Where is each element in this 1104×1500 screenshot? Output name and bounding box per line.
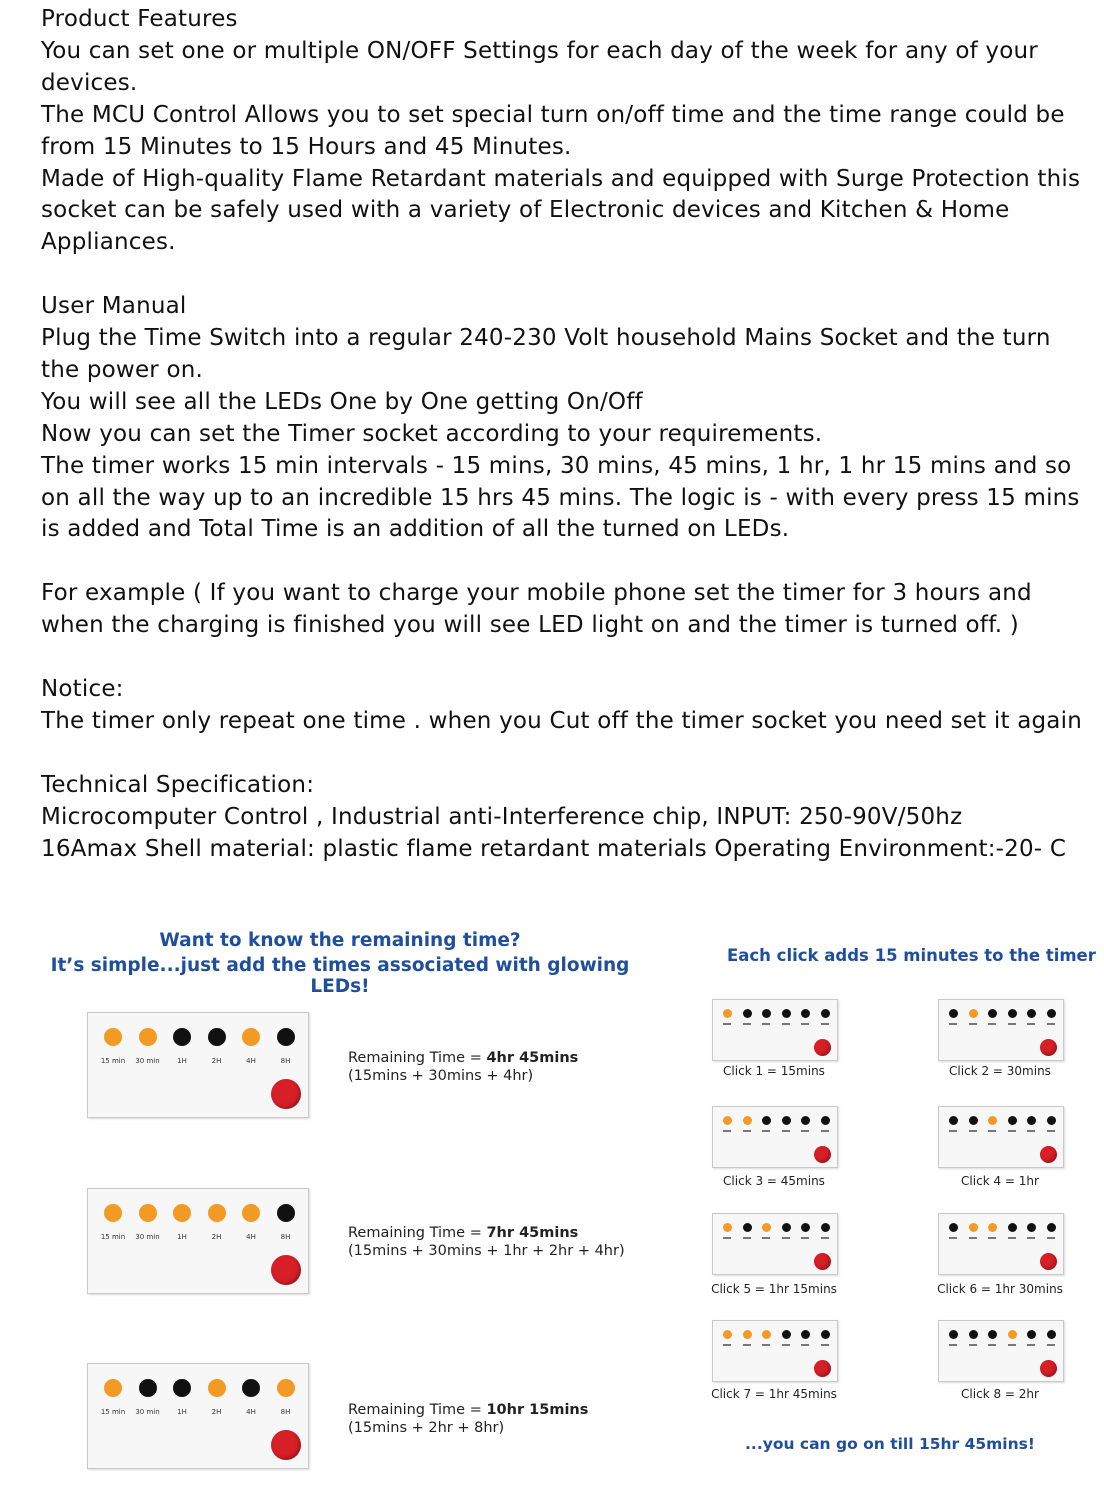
led-off xyxy=(1008,1223,1017,1232)
click-panel xyxy=(712,1106,838,1168)
led-label: 30 min xyxy=(135,1408,160,1416)
led-on xyxy=(104,1379,122,1397)
led-off xyxy=(801,1223,810,1232)
led-on xyxy=(723,1116,732,1125)
led-on xyxy=(969,1223,978,1232)
led-on xyxy=(988,1223,997,1232)
click-panel xyxy=(712,1320,838,1382)
led-tick xyxy=(1027,1023,1035,1025)
led-off xyxy=(1027,1330,1036,1339)
manual-line: The timer works 15 min intervals - 15 mins, 30 mins, 45 mins, 1 hr, 1 hr 15 mins and so on all the way up to an incredible 15 hrs 45 mins. The logic is - with every press 15 mins is added and Total Time is an addition of all the turned on LEDs. xyxy=(41,452,1080,543)
led-tick xyxy=(1027,1130,1035,1132)
led-tick xyxy=(762,1130,770,1132)
led-tick xyxy=(1027,1237,1035,1239)
led-off xyxy=(782,1330,791,1339)
led-off xyxy=(1008,1009,1017,1018)
remaining-time-detail: (15mins + 30mins + 4hr) xyxy=(348,1068,534,1084)
remaining-time-label: Remaining Time = xyxy=(348,1225,487,1241)
led-off xyxy=(969,1116,978,1125)
led-tick xyxy=(743,1344,751,1346)
led-label: 2H xyxy=(211,1057,222,1065)
led-tick xyxy=(723,1023,731,1025)
remaining-time-label: Remaining Time = xyxy=(348,1402,487,1418)
led-off xyxy=(801,1009,810,1018)
led-tick xyxy=(1047,1130,1055,1132)
manual-title: User Manual xyxy=(41,293,187,320)
features-line: You can set one or multiple ON/OFF Settings for each day of the week for any of your devices. xyxy=(41,37,1038,96)
remaining-time-value: 10hr 15mins xyxy=(486,1402,589,1418)
led-on xyxy=(242,1204,260,1222)
led-off xyxy=(277,1028,295,1046)
timer-button xyxy=(1040,1146,1057,1163)
led-tick xyxy=(743,1237,751,1239)
led-off xyxy=(782,1223,791,1232)
led-label: 4H xyxy=(246,1408,256,1416)
led-tick xyxy=(821,1023,829,1025)
led-tick xyxy=(1027,1344,1035,1346)
click-caption: Click 6 = 1hr 30mins xyxy=(937,1282,1063,1296)
led-off xyxy=(743,1009,752,1018)
led-on xyxy=(104,1204,122,1222)
led-on xyxy=(1008,1330,1017,1339)
led-off xyxy=(988,1009,997,1018)
footer-note: ...you can go on till 15hr 45mins! xyxy=(745,1435,1035,1453)
led-off xyxy=(1047,1009,1056,1018)
led-tick xyxy=(801,1344,809,1346)
led-tick xyxy=(821,1130,829,1132)
led-tick xyxy=(723,1130,731,1132)
led-off xyxy=(821,1223,830,1232)
led-tick xyxy=(969,1130,977,1132)
led-off xyxy=(1047,1330,1056,1339)
led-on xyxy=(242,1028,260,1046)
timer-panel xyxy=(87,1363,309,1469)
led-off xyxy=(969,1330,978,1339)
led-tick xyxy=(969,1237,977,1239)
led-off xyxy=(242,1379,260,1397)
led-tick xyxy=(762,1344,770,1346)
remaining-time-value: 4hr 45mins xyxy=(486,1050,579,1066)
features-line: The MCU Control Allows you to set special turn on/off time and the time range could be from 15 Minutes to 15 Hours and 45 Minutes. xyxy=(41,101,1065,160)
led-on xyxy=(173,1204,191,1222)
manual-line: Now you can set the Timer socket according to your requirements. xyxy=(41,420,823,447)
led-off xyxy=(173,1028,191,1046)
led-tick xyxy=(723,1237,731,1239)
led-off xyxy=(782,1116,791,1125)
notice-title: Notice: xyxy=(41,675,124,702)
tech-line: Microcomputer Control , Industrial anti-Interference chip, INPUT: 250-90V/50hz xyxy=(41,803,963,830)
remaining-time-text xyxy=(348,1049,578,1085)
led-tick xyxy=(782,1344,790,1346)
led-off xyxy=(1047,1116,1056,1125)
led-label: 30 min xyxy=(135,1233,160,1241)
led-off xyxy=(1027,1009,1036,1018)
led-tick xyxy=(821,1344,829,1346)
led-tick xyxy=(821,1237,829,1239)
led-off xyxy=(208,1028,226,1046)
led-on xyxy=(139,1204,157,1222)
timer-button xyxy=(1040,1039,1057,1056)
led-off xyxy=(949,1009,958,1018)
click-panel xyxy=(938,999,1064,1061)
timer-button xyxy=(814,1360,831,1377)
led-off xyxy=(782,1009,791,1018)
led-on xyxy=(723,1330,732,1339)
led-on xyxy=(743,1116,752,1125)
led-label: 8H xyxy=(280,1233,291,1241)
timer-button xyxy=(1040,1360,1057,1377)
led-tick xyxy=(801,1130,809,1132)
led-tick xyxy=(1047,1023,1055,1025)
led-tick xyxy=(762,1023,770,1025)
led-on xyxy=(208,1379,226,1397)
led-tick xyxy=(1008,1237,1016,1239)
led-label: 8H xyxy=(280,1408,291,1416)
led-off xyxy=(1008,1116,1017,1125)
led-on xyxy=(139,1028,157,1046)
led-tick xyxy=(723,1344,731,1346)
led-tick xyxy=(801,1023,809,1025)
led-tick xyxy=(988,1344,996,1346)
timer-button xyxy=(814,1253,831,1270)
remaining-time-heading: Want to know the remaining time? xyxy=(159,930,521,951)
tech-title: Technical Specification: xyxy=(41,771,315,798)
led-on xyxy=(277,1379,295,1397)
led-off xyxy=(1027,1116,1036,1125)
led-on xyxy=(104,1028,122,1046)
led-tick xyxy=(969,1344,977,1346)
led-label: 15 min xyxy=(100,1233,126,1241)
click-caption: Click 4 = 1hr xyxy=(961,1174,1039,1188)
led-label: 1H xyxy=(177,1408,187,1416)
led-on xyxy=(723,1223,732,1232)
manual-line: You will see all the LEDs One by One getting On/Off xyxy=(41,388,643,415)
click-caption: Click 8 = 2hr xyxy=(961,1387,1039,1401)
remaining-time-detail: (15mins + 30mins + 1hr + 2hr + 4hr) xyxy=(348,1243,625,1259)
led-off xyxy=(801,1330,810,1339)
description-text xyxy=(41,4,1091,865)
led-off xyxy=(762,1009,771,1018)
click-caption: Click 7 = 1hr 45mins xyxy=(711,1387,837,1401)
led-label: 8H xyxy=(280,1057,291,1065)
click-panel xyxy=(938,1213,1064,1275)
led-tick xyxy=(988,1023,996,1025)
led-tick xyxy=(762,1237,770,1239)
led-tick xyxy=(743,1130,751,1132)
led-off xyxy=(821,1009,830,1018)
led-off xyxy=(821,1330,830,1339)
led-label: 2H xyxy=(211,1408,222,1416)
click-caption: Click 3 = 45mins xyxy=(723,1174,825,1188)
led-off xyxy=(821,1116,830,1125)
led-on xyxy=(988,1116,997,1125)
led-off xyxy=(1027,1223,1036,1232)
led-on xyxy=(969,1009,978,1018)
led-off xyxy=(988,1330,997,1339)
remaining-time-subheading: It’s simple...just add the times associated with glowing LEDs! xyxy=(50,955,630,997)
led-off xyxy=(801,1116,810,1125)
tech-line: 16Amax Shell material: plastic flame retardant materials Operating Environment:-20- C xyxy=(41,835,1067,862)
led-on xyxy=(762,1223,771,1232)
led-tick xyxy=(1008,1344,1016,1346)
manual-line: Plug the Time Switch into a regular 240-230 Volt household Mains Socket and the turn the power on. xyxy=(41,325,1051,383)
click-panel xyxy=(938,1320,1064,1382)
led-off xyxy=(1047,1223,1056,1232)
click-caption: Click 1 = 15mins xyxy=(723,1064,825,1078)
led-off xyxy=(173,1379,191,1397)
led-off xyxy=(762,1116,771,1125)
led-tick xyxy=(949,1344,957,1346)
led-label: 15 min xyxy=(100,1057,126,1065)
led-tick xyxy=(1008,1023,1016,1025)
click-panel xyxy=(712,999,838,1061)
led-off xyxy=(949,1223,958,1232)
led-tick xyxy=(969,1023,977,1025)
timer-panel xyxy=(87,1188,309,1294)
timer-button xyxy=(271,1255,301,1285)
led-on xyxy=(208,1204,226,1222)
click-panel xyxy=(938,1106,1064,1168)
led-tick xyxy=(949,1023,957,1025)
click-heading: Each click adds 15 minutes to the timer xyxy=(727,946,1096,965)
led-tick xyxy=(1008,1130,1016,1132)
timer-button xyxy=(814,1146,831,1163)
led-label: 2H xyxy=(211,1233,222,1241)
timer-button xyxy=(814,1039,831,1056)
click-caption: Click 5 = 1hr 15mins xyxy=(711,1282,837,1296)
led-off xyxy=(743,1223,752,1232)
remaining-time-value: 7hr 45mins xyxy=(486,1225,579,1241)
led-tick xyxy=(1047,1237,1055,1239)
features-line: Made of High-quality Flame Retardant materials and equipped with Surge Protection this socket can be safely used with a variety of Electronic devices and Kitchen & Home Appliances. xyxy=(41,165,1081,256)
led-tick xyxy=(782,1023,790,1025)
led-label: 30 min xyxy=(135,1057,160,1065)
click-panel xyxy=(712,1213,838,1275)
timer-button xyxy=(271,1079,301,1109)
click-caption: Click 2 = 30mins xyxy=(949,1064,1051,1078)
notice-line: The timer only repeat one time . when you Cut off the timer socket you need set it again xyxy=(41,707,1082,734)
led-label: 1H xyxy=(177,1057,187,1065)
led-tick xyxy=(743,1023,751,1025)
led-tick xyxy=(1047,1344,1055,1346)
led-off xyxy=(949,1116,958,1125)
led-off xyxy=(949,1330,958,1339)
remaining-time-text xyxy=(348,1401,588,1437)
remaining-time-text xyxy=(348,1224,625,1260)
led-on xyxy=(743,1330,752,1339)
timer-panel xyxy=(87,1012,309,1118)
led-off xyxy=(277,1204,295,1222)
remaining-time-label: Remaining Time = xyxy=(348,1050,487,1066)
led-label: 1H xyxy=(177,1233,187,1241)
led-tick xyxy=(782,1237,790,1239)
led-on xyxy=(723,1009,732,1018)
led-label: 4H xyxy=(246,1233,256,1241)
remaining-time-detail: (15mins + 2hr + 8hr) xyxy=(348,1420,505,1436)
led-tick xyxy=(801,1237,809,1239)
led-off xyxy=(139,1379,157,1397)
led-label: 4H xyxy=(246,1057,256,1065)
timer-button xyxy=(271,1430,301,1460)
led-tick xyxy=(988,1237,996,1239)
led-label: 15 min xyxy=(100,1408,126,1416)
led-on xyxy=(762,1330,771,1339)
led-tick xyxy=(782,1130,790,1132)
example-text: For example ( If you want to charge your mobile phone set the timer for 3 hours and when the charging is finished you will see LED light on and the timer is turned off. ) xyxy=(41,580,1032,639)
timer-button xyxy=(1040,1253,1057,1270)
features-title: Product Features xyxy=(41,6,238,32)
led-tick xyxy=(949,1237,957,1239)
led-tick xyxy=(988,1130,996,1132)
led-tick xyxy=(949,1130,957,1132)
